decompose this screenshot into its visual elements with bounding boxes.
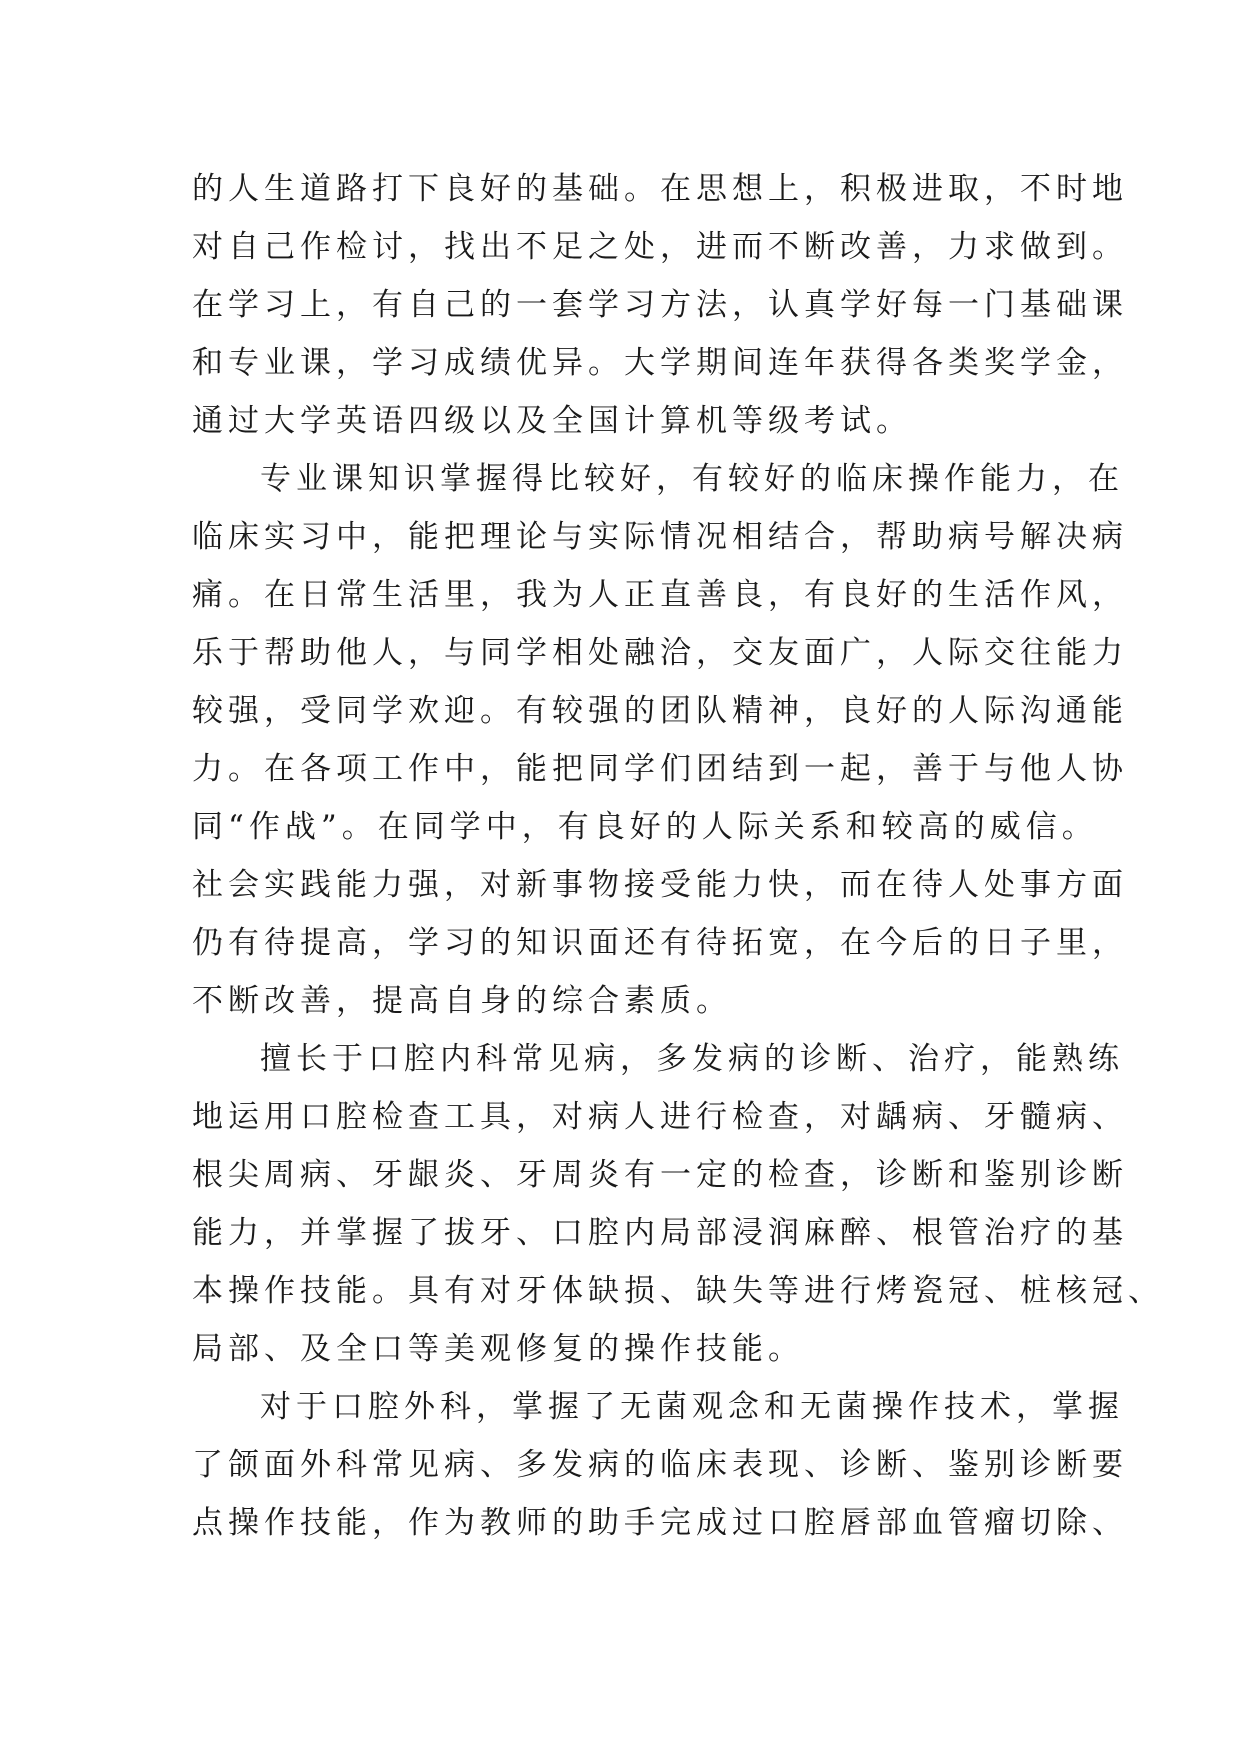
text-line: 不断改善，提高自身的综合素质。 [192, 983, 732, 1019]
text-line: 较强，受同学欢迎。有较强的团队精神，良好的人际沟通能 [192, 693, 1128, 729]
text-line: 根尖周病、牙龈炎、牙周炎有一定的检查，诊断和鉴别诊断 [192, 1157, 1128, 1193]
paragraph [192, 1378, 1128, 1552]
text-line: 地运用口腔检查工具，对病人进行检查，对龋病、牙髓病、 [192, 1099, 1128, 1135]
text-line: 的人生道路打下良好的基础。在思想上，积极进取，不时地 [192, 171, 1128, 207]
text-line: 仍有待提高，学习的知识面还有待拓宽，在今后的日子里， [192, 925, 1128, 961]
text-line: 社会实践能力强，对新事物接受能力快，而在待人处事方面 [192, 867, 1128, 903]
text-line: 力。在各项工作中，能把同学们团结到一起，善于与他人协 [192, 751, 1128, 787]
text-line: 在学习上，有自己的一套学习方法，认真学好每一门基础课 [192, 287, 1128, 323]
text-line: 痛。在日常生活里，我为人正直善良，有良好的生活作风， [192, 577, 1128, 613]
body-text [192, 160, 1164, 1552]
text-line: 临床实习中，能把理论与实际情况相结合，帮助病号解决病 [192, 519, 1128, 555]
text-line: 本操作技能。具有对牙体缺损、缺失等进行烤瓷冠、桩核冠、 [192, 1273, 1164, 1309]
text-line: 对自己作检讨，找出不足之处，进而不断改善，力求做到。 [192, 229, 1128, 265]
text-line: 和专业课，学习成绩优异。大学期间连年获得各类奖学金， [192, 345, 1128, 381]
paragraph [192, 1030, 1164, 1378]
text-line: 通过大学英语四级以及全国计算机等级考试。 [192, 403, 912, 439]
text-line: 乐于帮助他人，与同学相处融洽，交友面广，人际交往能力 [192, 635, 1128, 671]
paragraph [192, 450, 1128, 1030]
paragraph [192, 160, 1128, 450]
text-line: 专业课知识掌握得比较好，有较好的临床操作能力，在 [260, 461, 1124, 497]
text-line: 了颌面外科常见病、多发病的临床表现、诊断、鉴别诊断要 [192, 1447, 1128, 1483]
text-line: 擅长于口腔内科常见病，多发病的诊断、治疗，能熟练 [260, 1041, 1124, 1077]
text-line: 局部、及全口等美观修复的操作技能。 [192, 1331, 804, 1367]
text-line: 点操作技能，作为教师的助手完成过口腔唇部血管瘤切除、 [192, 1505, 1128, 1541]
text-line: 同“作战”。在同学中，有良好的人际关系和较高的威信。 [192, 809, 1098, 845]
text-line: 对于口腔外科，掌握了无菌观念和无菌操作技术，掌握 [260, 1389, 1124, 1425]
text-line: 能力，并掌握了拔牙、口腔内局部浸润麻醉、根管治疗的基 [192, 1215, 1128, 1251]
